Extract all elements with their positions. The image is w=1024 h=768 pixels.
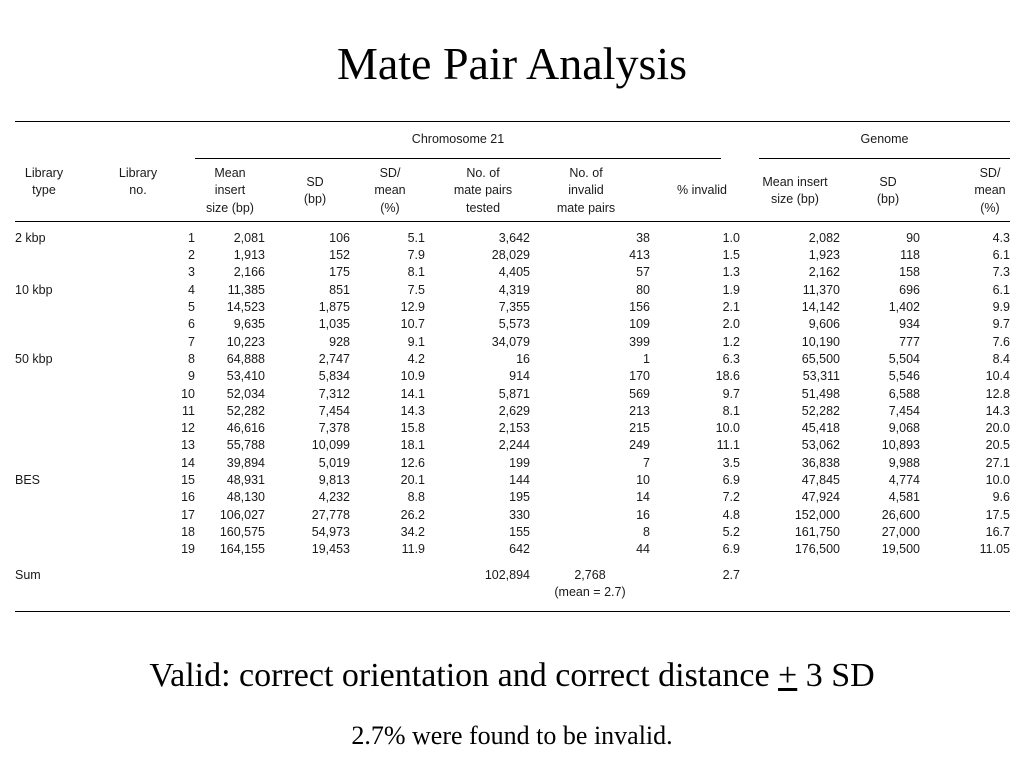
cell-chr-sd: 1,875: [318, 300, 350, 315]
cell-pct-invalid: 1.9: [722, 282, 740, 297]
cell-invalid-pairs: 569: [629, 386, 650, 401]
cell-gen-mean-insert: 176,500: [794, 542, 840, 557]
cell-chr-sd: 152: [329, 248, 350, 263]
sum-label: Sum: [15, 567, 41, 582]
cell-mate-pairs-tested: 144: [509, 473, 530, 488]
cell-chr-sd: 7,454: [318, 403, 350, 418]
cell-library-type: [15, 420, 95, 437]
header-chr-sd: SD (bp): [303, 174, 327, 206]
cell-gen-mean-insert: 1,923: [808, 248, 840, 263]
cell-chr-sd-mean: 10.9: [400, 369, 425, 384]
cell-gen-sd-mean: 10.0: [985, 473, 1010, 488]
cell-library-type: [15, 403, 95, 420]
cell-chr-sd-mean: 7.5: [407, 282, 425, 297]
table-row: [15, 489, 1010, 506]
cell-library-no: 4: [188, 282, 195, 297]
cell-chr-sd-mean: 14.1: [400, 386, 425, 401]
cell-pct-invalid: 2.0: [722, 317, 740, 332]
cell-mate-pairs-tested: 2,153: [498, 421, 530, 436]
cell-chr-mean-insert: 9,635: [233, 317, 265, 332]
cell-chr-mean-insert: 160,575: [219, 524, 265, 539]
cell-library-type: [15, 247, 95, 264]
validity-note-tail: 3 SD: [797, 657, 875, 694]
cell-pct-invalid: 11.1: [716, 438, 740, 453]
cell-gen-sd-mean: 9.6: [992, 490, 1010, 505]
cell-chr-sd: 851: [329, 282, 350, 297]
cell-library-type: [15, 489, 95, 506]
cell-pct-invalid: 2.1: [722, 300, 740, 315]
table-row: [15, 386, 1010, 403]
table-row: [15, 368, 1010, 385]
cell-chr-sd: 19,453: [311, 542, 350, 557]
sum-invalid-pairs: 2,768: [574, 567, 606, 582]
cell-chr-mean-insert: 11,385: [227, 282, 265, 297]
cell-mate-pairs-tested: 199: [509, 455, 530, 470]
cell-library-type: [15, 437, 95, 454]
cell-gen-sd-mean: 6.1: [992, 248, 1010, 263]
cell-chr-sd: 9,813: [318, 473, 350, 488]
cell-chr-sd-mean: 7.9: [407, 248, 425, 263]
cell-gen-mean-insert: 53,311: [802, 369, 840, 384]
table-row: [15, 334, 1010, 351]
cell-chr-mean-insert: 39,894: [226, 455, 265, 470]
group-header-chromosome: Chromosome 21: [195, 122, 740, 159]
cell-chr-sd-mean: 34.2: [400, 524, 425, 539]
table-foot: [15, 559, 1010, 613]
cell-library-type: [15, 455, 95, 472]
cell-pct-invalid: 9.7: [722, 386, 740, 401]
cell-gen-mean-insert: 51,498: [801, 386, 840, 401]
cell-gen-sd-mean: 11.05: [979, 542, 1010, 557]
cell-gen-mean-insert: 47,845: [801, 473, 840, 488]
cell-library-type: 10 kbp: [15, 282, 53, 297]
cell-library-no: 18: [181, 524, 195, 539]
cell-chr-mean-insert: 2,166: [233, 265, 265, 280]
cell-chr-sd: 4,232: [318, 490, 350, 505]
cell-mate-pairs-tested: 2,629: [498, 403, 530, 418]
cell-library-no: 19: [181, 542, 195, 557]
sum-mate-pairs-tested: 102,894: [484, 567, 530, 582]
cell-gen-sd-mean: 7.6: [992, 334, 1010, 349]
cell-library-no: 17: [181, 507, 195, 522]
cell-gen-mean-insert: 11,370: [802, 282, 840, 297]
cell-mate-pairs-tested: 4,405: [498, 265, 530, 280]
cell-library-type: [15, 507, 95, 524]
validity-note: [0, 655, 1024, 697]
cell-library-no: 14: [181, 455, 195, 470]
sum-invalid-pairs-cell: [530, 559, 650, 602]
cell-gen-sd-mean: 27.1: [985, 455, 1010, 470]
table-head: [15, 122, 1010, 222]
cell-gen-sd: 5,546: [888, 369, 920, 384]
cell-gen-sd: 19,500: [881, 542, 920, 557]
cell-gen-sd-mean: 16.7: [985, 524, 1010, 539]
cell-pct-invalid: 4.8: [722, 507, 740, 522]
table-row: [15, 507, 1010, 524]
cell-gen-sd: 4,581: [888, 490, 920, 505]
cell-library-no: 13: [181, 438, 195, 453]
cell-gen-mean-insert: 52,282: [801, 403, 840, 418]
cell-invalid-pairs: 413: [629, 248, 650, 263]
cell-invalid-pairs: 249: [629, 438, 650, 453]
cell-chr-sd: 1,035: [318, 317, 350, 332]
cell-gen-sd: 26,600: [881, 507, 920, 522]
sum-pct-invalid: 2.7: [722, 567, 740, 582]
cell-pct-invalid: 8.1: [722, 403, 740, 418]
cell-pct-invalid: 3.5: [722, 455, 740, 470]
cell-chr-sd-mean: 11.9: [401, 542, 425, 557]
cell-chr-sd: 5,834: [318, 369, 350, 384]
invalid-percentage-note: 2.7% were found to be invalid.: [351, 721, 673, 750]
group-header-genome: Genome: [740, 122, 1010, 159]
cell-gen-sd: 27,000: [881, 524, 920, 539]
cell-pct-invalid: 6.3: [722, 351, 740, 366]
cell-chr-sd: 928: [329, 334, 350, 349]
table-row: [15, 264, 1010, 281]
table-row: [15, 282, 1010, 299]
cell-invalid-pairs: 399: [629, 334, 650, 349]
header-library-no: Library no.: [118, 165, 158, 197]
cell-chr-sd-mean: 10.7: [400, 317, 425, 332]
cell-pct-invalid: 18.6: [715, 369, 740, 384]
cell-invalid-pairs: 57: [636, 265, 650, 280]
cell-library-no: 6: [188, 317, 195, 332]
cell-mate-pairs-tested: 642: [509, 542, 530, 557]
cell-gen-sd-mean: 12.8: [985, 386, 1010, 401]
header-mate-pairs-tested: No. of mate pairs tested: [453, 166, 513, 215]
cell-pct-invalid: 1.3: [722, 265, 740, 280]
cell-gen-mean-insert: 152,000: [794, 507, 840, 522]
cell-gen-sd: 9,988: [888, 455, 920, 470]
cell-gen-mean-insert: 10,190: [801, 334, 840, 349]
cell-chr-mean-insert: 55,788: [226, 438, 265, 453]
cell-gen-sd-mean: 20.5: [985, 438, 1010, 453]
cell-library-type: [15, 299, 95, 316]
cell-gen-sd: 5,504: [888, 351, 920, 366]
cell-gen-mean-insert: 9,606: [808, 317, 840, 332]
cell-pct-invalid: 10.0: [715, 421, 740, 436]
table-row: [15, 299, 1010, 316]
cell-invalid-pairs: 10: [636, 473, 650, 488]
header-pct-invalid: % invalid: [676, 183, 728, 198]
cell-gen-mean-insert: 36,838: [801, 455, 840, 470]
cell-gen-sd-mean: 7.3: [992, 265, 1010, 280]
cell-invalid-pairs: 38: [636, 230, 650, 245]
cell-invalid-pairs: 156: [629, 300, 650, 315]
cell-mate-pairs-tested: 16: [516, 351, 530, 366]
sum-invalid-note: (mean = 2.7): [554, 584, 626, 599]
cell-invalid-pairs: 1: [643, 351, 650, 366]
mate-pair-table-container: [15, 121, 1010, 612]
cell-library-type: [15, 264, 95, 281]
cell-mate-pairs-tested: 5,871: [498, 386, 530, 401]
table-row: [15, 437, 1010, 454]
cell-chr-sd-mean: 12.9: [400, 300, 425, 315]
cell-library-no: 12: [181, 421, 195, 436]
cell-gen-mean-insert: 2,082: [808, 230, 840, 245]
cell-mate-pairs-tested: 3,642: [498, 230, 530, 245]
cell-mate-pairs-tested: 195: [509, 490, 530, 505]
cell-chr-mean-insert: 106,027: [219, 507, 265, 522]
cell-chr-mean-insert: 2,081: [233, 230, 265, 245]
table-row: [15, 247, 1010, 264]
cell-mate-pairs-tested: 28,029: [491, 248, 530, 263]
cell-chr-mean-insert: 1,913: [233, 248, 265, 263]
table-row: [15, 541, 1010, 558]
cell-gen-sd-mean: 10.4: [985, 369, 1010, 384]
cell-chr-sd: 5,019: [318, 455, 350, 470]
header-chr-sd-mean: SD/ mean (%): [374, 166, 406, 215]
cell-gen-sd-mean: 9.7: [992, 317, 1010, 332]
cell-mate-pairs-tested: 330: [509, 507, 530, 522]
validity-note-text: Valid: correct orientation and correct distance: [149, 657, 779, 694]
cell-mate-pairs-tested: 4,319: [498, 282, 530, 297]
cell-chr-sd: 54,973: [311, 524, 350, 539]
cell-mate-pairs-tested: 155: [509, 524, 530, 539]
cell-library-no: 5: [188, 300, 195, 315]
cell-chr-mean-insert: 164,155: [219, 542, 265, 557]
table-body: [15, 222, 1010, 559]
cell-gen-sd-mean: 6.1: [992, 282, 1010, 297]
slide-title: Mate Pair Analysis: [336, 38, 688, 89]
cell-chr-sd-mean: 20.1: [400, 473, 425, 488]
cell-gen-sd: 7,454: [888, 403, 920, 418]
cell-gen-sd-mean: 9.9: [992, 300, 1010, 315]
cell-chr-sd: 106: [329, 230, 350, 245]
cell-chr-mean-insert: 10,223: [226, 334, 265, 349]
cell-invalid-pairs: 14: [636, 490, 650, 505]
cell-gen-sd-mean: 17.5: [985, 507, 1010, 522]
cell-gen-sd: 6,588: [888, 386, 920, 401]
cell-chr-sd-mean: 8.8: [407, 490, 425, 505]
cell-library-type: [15, 524, 95, 541]
cell-gen-mean-insert: 47,924: [801, 490, 840, 505]
cell-library-type: 2 kbp: [15, 230, 46, 245]
cell-chr-sd-mean: 12.6: [400, 455, 425, 470]
cell-mate-pairs-tested: 914: [509, 369, 530, 384]
cell-library-type: [15, 386, 95, 403]
cell-chr-mean-insert: 52,034: [226, 386, 265, 401]
cell-gen-sd: 696: [899, 282, 920, 297]
cell-gen-sd: 90: [906, 230, 920, 245]
cell-mate-pairs-tested: 34,079: [491, 334, 530, 349]
cell-chr-sd-mean: 15.8: [400, 421, 425, 436]
cell-chr-mean-insert: 48,931: [226, 473, 265, 488]
header-library-type: Library type: [24, 165, 64, 197]
table-row: [15, 222, 1010, 247]
cell-invalid-pairs: 8: [643, 524, 650, 539]
header-invalid-pairs: No. of invalid mate pairs: [556, 166, 616, 215]
cell-mate-pairs-tested: 5,573: [498, 317, 530, 332]
cell-library-no: 15: [181, 473, 195, 488]
cell-mate-pairs-tested: 7,355: [498, 300, 530, 315]
cell-invalid-pairs: 7: [643, 455, 650, 470]
cell-gen-sd: 118: [900, 248, 920, 263]
cell-chr-sd-mean: 9.1: [407, 334, 425, 349]
cell-pct-invalid: 7.2: [722, 490, 740, 505]
cell-library-no: 7: [188, 334, 195, 349]
mate-pair-table: [15, 121, 1010, 612]
cell-chr-mean-insert: 14,523: [226, 300, 265, 315]
bottom-rule: [15, 612, 1010, 613]
cell-invalid-pairs: 80: [636, 282, 650, 297]
cell-chr-sd-mean: 14.3: [400, 403, 425, 418]
cell-gen-sd-mean: 20.0: [985, 421, 1010, 436]
cell-pct-invalid: 1.2: [722, 334, 740, 349]
table-row: [15, 403, 1010, 420]
cell-gen-sd: 4,774: [888, 473, 920, 488]
cell-chr-mean-insert: 46,616: [226, 421, 265, 436]
cell-pct-invalid: 6.9: [722, 542, 740, 557]
cell-mate-pairs-tested: 2,244: [498, 438, 530, 453]
cell-chr-sd: 10,099: [311, 438, 350, 453]
header-gen-sd-mean: SD/ mean (%): [974, 166, 1006, 215]
cell-chr-sd: 175: [329, 265, 350, 280]
cell-pct-invalid: 1.0: [722, 230, 740, 245]
cell-library-no: 9: [188, 369, 195, 384]
table-row: [15, 472, 1010, 489]
cell-gen-sd: 10,893: [881, 438, 920, 453]
cell-chr-sd-mean: 8.1: [407, 265, 425, 280]
cell-gen-mean-insert: 53,062: [801, 438, 840, 453]
cell-gen-sd: 158: [899, 265, 920, 280]
cell-invalid-pairs: 170: [629, 369, 650, 384]
cell-gen-mean-insert: 2,162: [808, 265, 840, 280]
cell-chr-mean-insert: 53,410: [226, 369, 265, 384]
cell-gen-mean-insert: 14,142: [801, 300, 840, 315]
cell-pct-invalid: 6.9: [722, 473, 740, 488]
cell-library-type: [15, 316, 95, 333]
table-row: [15, 316, 1010, 333]
cell-chr-mean-insert: 64,888: [226, 351, 265, 366]
cell-library-no: 11: [182, 403, 195, 418]
cell-library-no: 3: [188, 265, 195, 280]
cell-invalid-pairs: 109: [629, 317, 650, 332]
cell-invalid-pairs: 213: [629, 403, 650, 418]
cell-gen-mean-insert: 65,500: [801, 351, 840, 366]
cell-pct-invalid: 5.2: [722, 524, 740, 539]
cell-chr-sd-mean: 4.2: [407, 351, 425, 366]
cell-chr-sd: 7,378: [318, 421, 350, 436]
sum-row: [15, 559, 1010, 602]
cell-gen-sd: 777: [899, 334, 920, 349]
cell-pct-invalid: 1.5: [722, 248, 740, 263]
cell-chr-sd-mean: 26.2: [400, 507, 425, 522]
cell-library-no: 10: [181, 386, 195, 401]
cell-chr-sd: 27,778: [311, 507, 350, 522]
cell-invalid-pairs: 215: [629, 421, 650, 436]
cell-gen-sd: 934: [899, 317, 920, 332]
header-gen-sd: SD (bp): [876, 174, 900, 206]
cell-library-no: 8: [188, 351, 195, 366]
table-row: [15, 351, 1010, 368]
table-row: [15, 455, 1010, 472]
cell-chr-sd: 2,747: [318, 351, 350, 366]
table-row: [15, 420, 1010, 437]
plus-minus-symbol: +: [778, 657, 798, 694]
cell-gen-sd-mean: 14.3: [985, 403, 1010, 418]
column-header-row: [15, 159, 1010, 222]
header-gen-mean-insert: Mean insert size (bp): [762, 174, 828, 206]
cell-chr-sd-mean: 5.1: [407, 230, 425, 245]
cell-gen-mean-insert: 161,750: [794, 524, 840, 539]
cell-chr-mean-insert: 52,282: [226, 403, 265, 418]
cell-library-type: [15, 541, 95, 558]
cell-library-type: 50 kbp: [15, 351, 53, 366]
cell-library-no: 1: [188, 230, 195, 245]
cell-library-type: [15, 334, 95, 351]
cell-chr-sd: 7,312: [318, 386, 350, 401]
cell-chr-mean-insert: 48,130: [226, 490, 265, 505]
cell-gen-sd-mean: 8.4: [992, 351, 1010, 366]
cell-gen-sd-mean: 4.3: [992, 230, 1010, 245]
cell-gen-mean-insert: 45,418: [801, 421, 840, 436]
cell-chr-sd-mean: 18.1: [400, 438, 425, 453]
cell-gen-sd: 9,068: [888, 421, 920, 436]
header-chr-mean-insert: Mean insert size (bp): [206, 166, 254, 215]
cell-library-type: [15, 368, 95, 385]
cell-invalid-pairs: 44: [636, 542, 650, 557]
cell-invalid-pairs: 16: [636, 507, 650, 522]
cell-library-no: 2: [188, 248, 195, 263]
group-header-row: [15, 122, 1010, 159]
cell-library-type: BES: [15, 473, 41, 488]
table-row: [15, 524, 1010, 541]
cell-gen-sd: 1,402: [888, 300, 920, 315]
cell-library-no: 16: [181, 490, 195, 505]
